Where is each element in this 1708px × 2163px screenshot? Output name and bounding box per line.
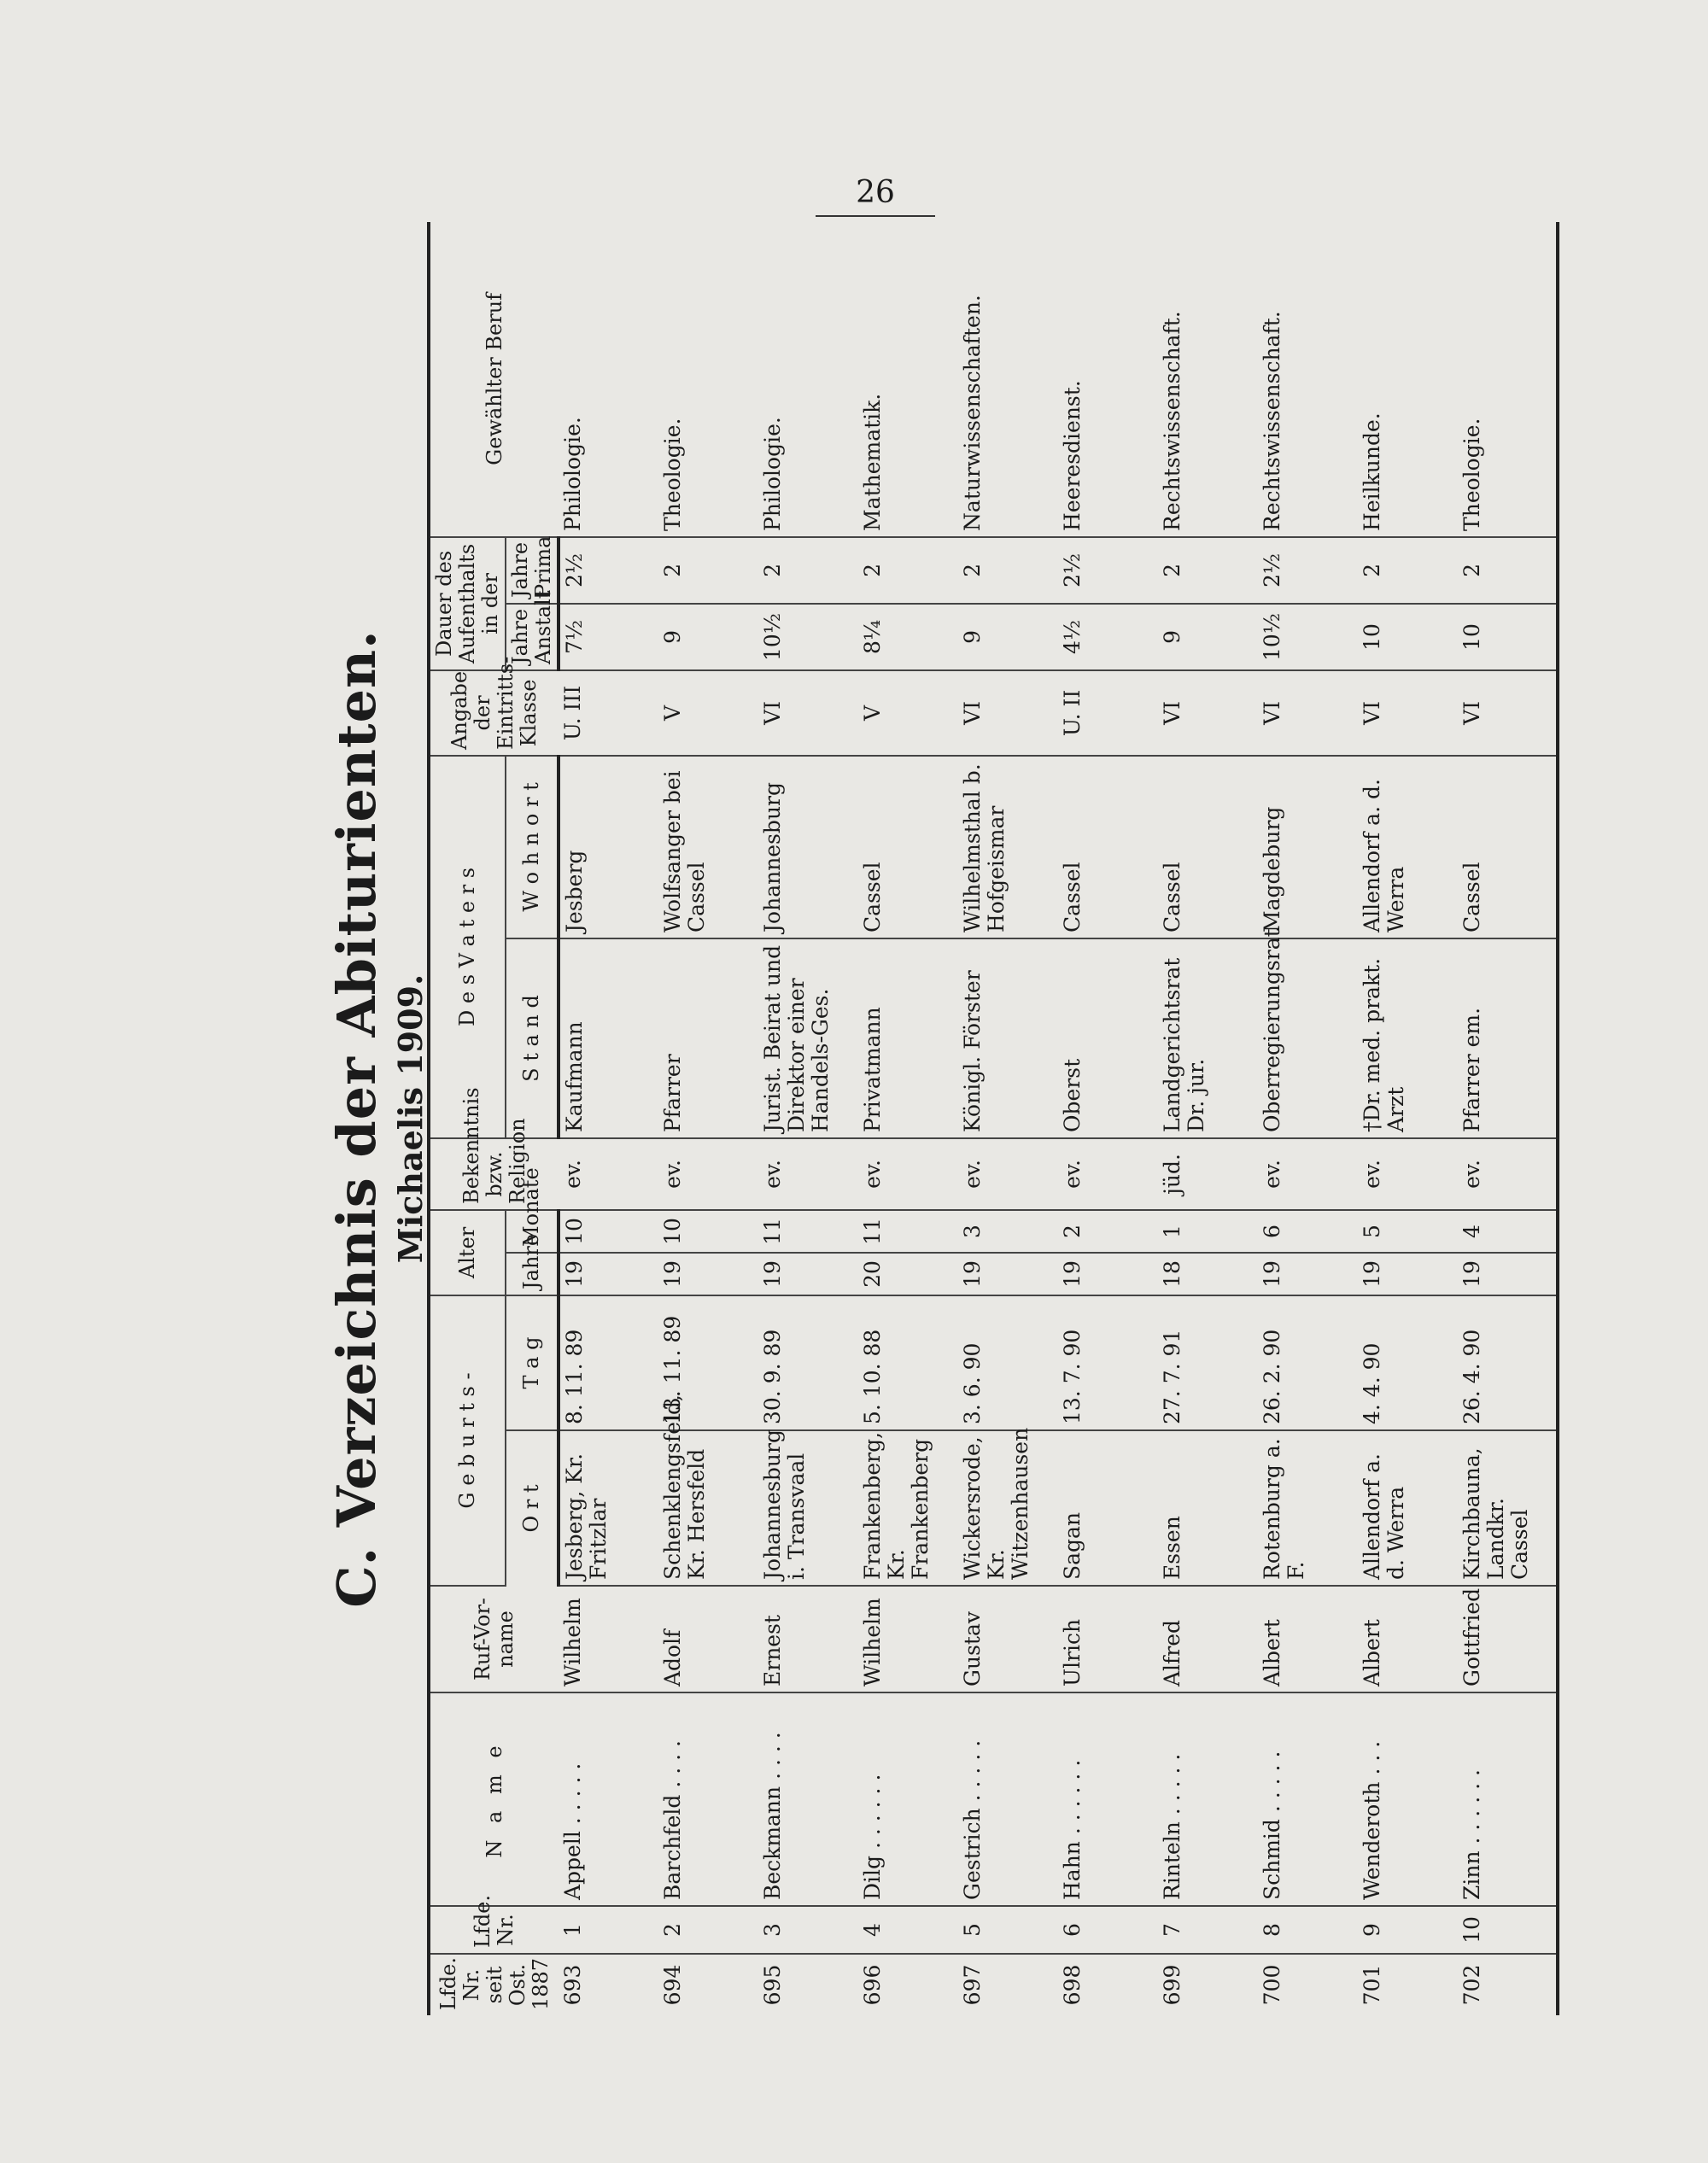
cell-geb-tag: 13. 7. 90 <box>1058 1295 1158 1430</box>
cell-nr: 1 <box>559 1906 658 1954</box>
cell-alter-monate: 2 <box>1058 1210 1158 1253</box>
cell-alter-jahre: 19 <box>559 1253 658 1295</box>
cell-name: Wenderoth . . . <box>1358 1692 1458 1906</box>
cell-vorname: Albert <box>1358 1586 1458 1692</box>
cell-geb-tag: 8. 11. 89 <box>559 1295 658 1430</box>
cell-geb-tag: 26. 2. 90 <box>1258 1295 1358 1430</box>
title-block <box>320 222 430 2015</box>
cell-beruf: Rechtswissenschaft. <box>1258 222 1358 537</box>
cell-name: Rinteln . . . . . <box>1158 1692 1258 1906</box>
cell-prima: 2 <box>1458 537 1558 604</box>
cell-nr: 10 <box>1458 1906 1558 1954</box>
table-row <box>1458 222 1558 2015</box>
cell-klasse: VI <box>1358 670 1458 756</box>
cell-vorname: Gustav <box>958 1586 1058 1692</box>
cell-bekenntnis: ev. <box>1258 1138 1358 1210</box>
header-lfde-nr-seit: Lfde. Nr. seit Ost. 1887 <box>429 1954 559 2015</box>
cell-beruf: Mathematik. <box>858 222 958 537</box>
cell-geb-ort: Allendorf a. d. Werra <box>1358 1430 1458 1586</box>
cell-stand: Landgerichtsrat Dr. jur. <box>1158 938 1258 1138</box>
cell-bekenntnis: ev. <box>658 1138 758 1210</box>
cell-stand: Pfarrer em. <box>1458 938 1558 1138</box>
cell-prima: 2½ <box>1258 537 1358 604</box>
cell-wohnort: Cassel <box>858 756 958 938</box>
cell-seit: 696 <box>860 1964 886 2006</box>
cell-klasse: VI <box>958 670 1058 756</box>
cell-geb-ort: Essen <box>1158 1430 1258 1586</box>
cell-alter-jahre: 19 <box>658 1253 758 1295</box>
cell-anstalt: 9 <box>1158 604 1258 670</box>
header-prima <box>506 537 559 604</box>
cell-geb-tag: 13. 11. 89 <box>658 1295 758 1430</box>
cell-alter-jahre: 19 <box>1058 1253 1158 1295</box>
cell-anstalt: 10½ <box>758 604 858 670</box>
cell-klasse: V <box>858 670 958 756</box>
abiturienten-table <box>427 222 1559 2015</box>
cell-anstalt: 10 <box>1358 604 1458 670</box>
cell-nr: 3 <box>758 1906 858 1954</box>
cell-wohnort: Allendorf a. d. Werra <box>1358 756 1458 938</box>
header-anstalt <box>506 590 559 670</box>
cell-geb-tag: 4. 4. 90 <box>1358 1295 1458 1430</box>
cell-nr: 7 <box>1158 1906 1258 1954</box>
cell-vorname: Wilhelm <box>858 1586 958 1692</box>
cell-geb-tag: 26. 4. 90 <box>1458 1295 1558 1430</box>
page-subtitle: Michaelis 1909. <box>391 973 430 1264</box>
table-row <box>1258 222 1358 2015</box>
cell-beruf: Philologie. <box>559 222 658 537</box>
cell-vorname: Albert <box>1258 1586 1358 1692</box>
cell-prima: 2 <box>758 537 858 604</box>
header-anstalt-label: Anstalt <box>530 590 555 664</box>
cell-alter-monate: 6 <box>1258 1210 1358 1253</box>
cell-alter-monate: 3 <box>958 1210 1058 1253</box>
table-row <box>658 222 758 2015</box>
cell-geb-tag: 3. 6. 90 <box>958 1295 1058 1430</box>
cell-alter-jahre: 19 <box>1458 1253 1558 1295</box>
cell-nr: 2 <box>658 1906 758 1954</box>
cell-vorname: Gottfried <box>1458 1586 1558 1692</box>
header-vater: D e s V a t e r s <box>429 756 506 1138</box>
cell-bekenntnis: ev. <box>559 1138 658 1210</box>
cell-nr: 8 <box>1258 1906 1358 1954</box>
cell-wohnort: Cassel <box>1458 756 1558 938</box>
cell-anstalt: 10 <box>1458 604 1558 670</box>
cell-stand: Privatmann <box>858 938 958 1138</box>
cell-klasse: U. II <box>1058 670 1158 756</box>
cell-vorname: Wilhelm <box>559 1586 658 1692</box>
cell-seit: 700 <box>1260 1964 1285 2006</box>
cell-geb-tag: 5. 10. 88 <box>858 1295 958 1430</box>
cell-nr: 5 <box>958 1906 1058 1954</box>
cell-seit: 701 <box>1360 1964 1385 2006</box>
cell-klasse: VI <box>1158 670 1258 756</box>
header-ort: O r t <box>506 1430 559 1586</box>
header-rufname: Ruf-Vor-name <box>429 1586 559 1692</box>
header-geburts: G e b u r t s - <box>429 1295 506 1586</box>
cell-stand: †Dr. med. prakt. Arzt <box>1358 938 1458 1138</box>
cell-nr: 6 <box>1058 1906 1158 1954</box>
page-number: 26 <box>816 175 935 217</box>
cell-name: Hahn . . . . . . <box>1058 1692 1158 1906</box>
cell-seit: 699 <box>1160 1964 1185 2006</box>
cell-nr: 4 <box>858 1906 958 1954</box>
cell-beruf: Philologie. <box>758 222 858 537</box>
cell-beruf: Theologie. <box>1458 222 1558 537</box>
cell-klasse: U. III <box>559 670 658 756</box>
cell-prima: 2 <box>1358 537 1458 604</box>
cell-anstalt: 9 <box>958 604 1058 670</box>
cell-name: Barchfeld . . . . <box>658 1692 758 1906</box>
cell-bekenntnis: ev. <box>1458 1138 1558 1210</box>
cell-prima: 2½ <box>1058 537 1158 604</box>
cell-prima: 2 <box>958 537 1058 604</box>
cell-geb-ort: Kirchbauna, Landkr. Cassel <box>1458 1430 1558 1586</box>
cell-anstalt: 7½ <box>559 604 658 670</box>
cell-stand: Jurist. Beirat und Direktor einer Handels-Ges. <box>758 938 858 1138</box>
cell-wohnort: Magdeburg <box>1258 756 1358 938</box>
cell-geb-ort: Frankenberg, Kr. Frankenberg <box>858 1430 958 1586</box>
cell-alter-monate: 11 <box>858 1210 958 1253</box>
cell-seit: 697 <box>960 1964 986 2006</box>
cell-anstalt: 8¼ <box>858 604 958 670</box>
page-title: C. Verzeichnis der Abiturienten. <box>325 629 388 1608</box>
cell-stand: Oberst <box>1058 938 1158 1138</box>
cell-alter-monate: 4 <box>1458 1210 1558 1253</box>
cell-bekenntnis: jüd. <box>1158 1138 1258 1210</box>
cell-prima: 2½ <box>559 537 658 604</box>
cell-beruf: Heilkunde. <box>1358 222 1458 537</box>
cell-vorname: Adolf <box>658 1586 758 1692</box>
cell-stand: Kaufmann <box>559 938 658 1138</box>
header-bekenntnis: Bekenntnis bzw. Religion <box>429 1138 559 1210</box>
header-anstalt-unit: Jahre <box>507 608 532 664</box>
table-row <box>1158 222 1258 2015</box>
table-row <box>1358 222 1458 2015</box>
cell-name: Zinn . . . . . . <box>1458 1692 1558 1906</box>
cell-bekenntnis: ev. <box>1358 1138 1458 1210</box>
cell-geb-ort: Wickersrode, Kr. Witzenhausen <box>958 1430 1058 1586</box>
cell-seit: 698 <box>1060 1964 1085 2006</box>
cell-alter-jahre: 19 <box>758 1253 858 1295</box>
header-alter: Alter <box>429 1210 506 1295</box>
cell-vorname: Ulrich <box>1058 1586 1158 1692</box>
cell-geb-ort: Jesberg, Kr. Fritzlar <box>559 1430 658 1586</box>
cell-nr: 9 <box>1358 1906 1458 1954</box>
cell-alter-monate: 10 <box>559 1210 658 1253</box>
cell-wohnort: Cassel <box>1058 756 1158 938</box>
header-name: N a m e <box>429 1692 559 1906</box>
cell-alter-monate: 11 <box>758 1210 858 1253</box>
cell-alter-jahre: 19 <box>1358 1253 1458 1295</box>
cell-geb-ort: Sagan <box>1058 1430 1158 1586</box>
cell-alter-jahre: 19 <box>958 1253 1058 1295</box>
header-tag: T a g <box>506 1295 559 1430</box>
table-row <box>559 222 658 2015</box>
cell-geb-tag: 27. 7. 91 <box>1158 1295 1258 1430</box>
cell-anstalt: 9 <box>658 604 758 670</box>
table-header-row <box>429 222 506 2015</box>
header-prima-unit: Jahre <box>507 541 532 598</box>
cell-name: Schmid . . . . . <box>1258 1692 1358 1906</box>
cell-wohnort: Jesberg <box>559 756 658 938</box>
cell-name: Appell . . . . . <box>559 1692 658 1906</box>
cell-klasse: VI <box>758 670 858 756</box>
cell-klasse: V <box>658 670 758 756</box>
header-klasse: Angabe der Eintritts-Klasse <box>429 670 559 756</box>
cell-prima: 2 <box>1158 537 1258 604</box>
cell-name: Dilg . . . . . . <box>858 1692 958 1906</box>
cell-stand: Pfarrer <box>658 938 758 1138</box>
cell-geb-tag: 30. 9. 89 <box>758 1295 858 1430</box>
cell-anstalt: 10½ <box>1258 604 1358 670</box>
cell-klasse: VI <box>1458 670 1558 756</box>
cell-alter-jahre: 18 <box>1158 1253 1258 1295</box>
cell-name: Beckmann . . . . <box>758 1692 858 1906</box>
cell-stand: Oberregierungsrat <box>1258 938 1358 1138</box>
header-stand: S t a n d <box>506 938 559 1138</box>
cell-prima: 2 <box>658 537 758 604</box>
cell-seit: 695 <box>760 1964 786 2006</box>
header-dauer: Dauer des Aufenthalts in der <box>429 537 506 670</box>
cell-beruf: Naturwissenschaften. <box>958 222 1058 537</box>
cell-bekenntnis: ev. <box>958 1138 1058 1210</box>
cell-anstalt: 4½ <box>1058 604 1158 670</box>
table-row <box>1058 222 1158 2015</box>
table-row <box>758 222 858 2015</box>
cell-bekenntnis: ev. <box>758 1138 858 1210</box>
cell-wohnort: Wolfsanger bei Cassel <box>658 756 758 938</box>
header-wohnort: W o h n o r t <box>506 756 559 938</box>
cell-alter-monate: 5 <box>1358 1210 1458 1253</box>
cell-geb-ort: Rotenburg a. F. <box>1258 1430 1358 1586</box>
cell-alter-jahre: 20 <box>858 1253 958 1295</box>
cell-alter-jahre: 19 <box>1258 1253 1358 1295</box>
cell-wohnort: Johannesburg <box>758 756 858 938</box>
cell-seit: 702 <box>1458 1954 1558 2015</box>
cell-prima: 2 <box>858 537 958 604</box>
cell-vorname: Ernest <box>758 1586 858 1692</box>
header-monate: Monate <box>506 1210 559 1253</box>
cell-bekenntnis: ev. <box>858 1138 958 1210</box>
cell-alter-monate: 10 <box>658 1210 758 1253</box>
cell-beruf: Heeresdienst. <box>1058 222 1158 537</box>
table-row <box>958 222 1058 2015</box>
cell-beruf: Rechtswissenschaft. <box>1158 222 1258 537</box>
rotated-register <box>320 222 1533 2015</box>
cell-geb-ort: Schenklengsfeld, Kr. Hersfeld <box>658 1430 758 1586</box>
table-row <box>858 222 958 2015</box>
header-lfde-nr: Lfde. Nr. <box>429 1906 559 1954</box>
cell-vorname: Alfred <box>1158 1586 1258 1692</box>
cell-klasse: VI <box>1258 670 1358 756</box>
cell-seit: 693 <box>560 1964 586 2006</box>
header-jahre: Jahre <box>506 1253 559 1295</box>
header-beruf: Gewählter Beruf <box>429 222 559 537</box>
cell-seit: 694 <box>660 1964 686 2006</box>
cell-alter-monate: 1 <box>1158 1210 1258 1253</box>
cell-bekenntnis: ev. <box>1058 1138 1158 1210</box>
header-prima-label: Prima <box>530 535 555 598</box>
cell-wohnort: Wilhelmsthal b. Hofgeismar <box>958 756 1058 938</box>
cell-name: Gestrich . . . . . <box>958 1692 1058 1906</box>
cell-beruf: Theologie. <box>658 222 758 537</box>
cell-wohnort: Cassel <box>1158 756 1258 938</box>
cell-stand: Königl. Förster <box>958 938 1058 1138</box>
cell-geb-ort: Johannesburg i. Transvaal <box>758 1430 858 1586</box>
